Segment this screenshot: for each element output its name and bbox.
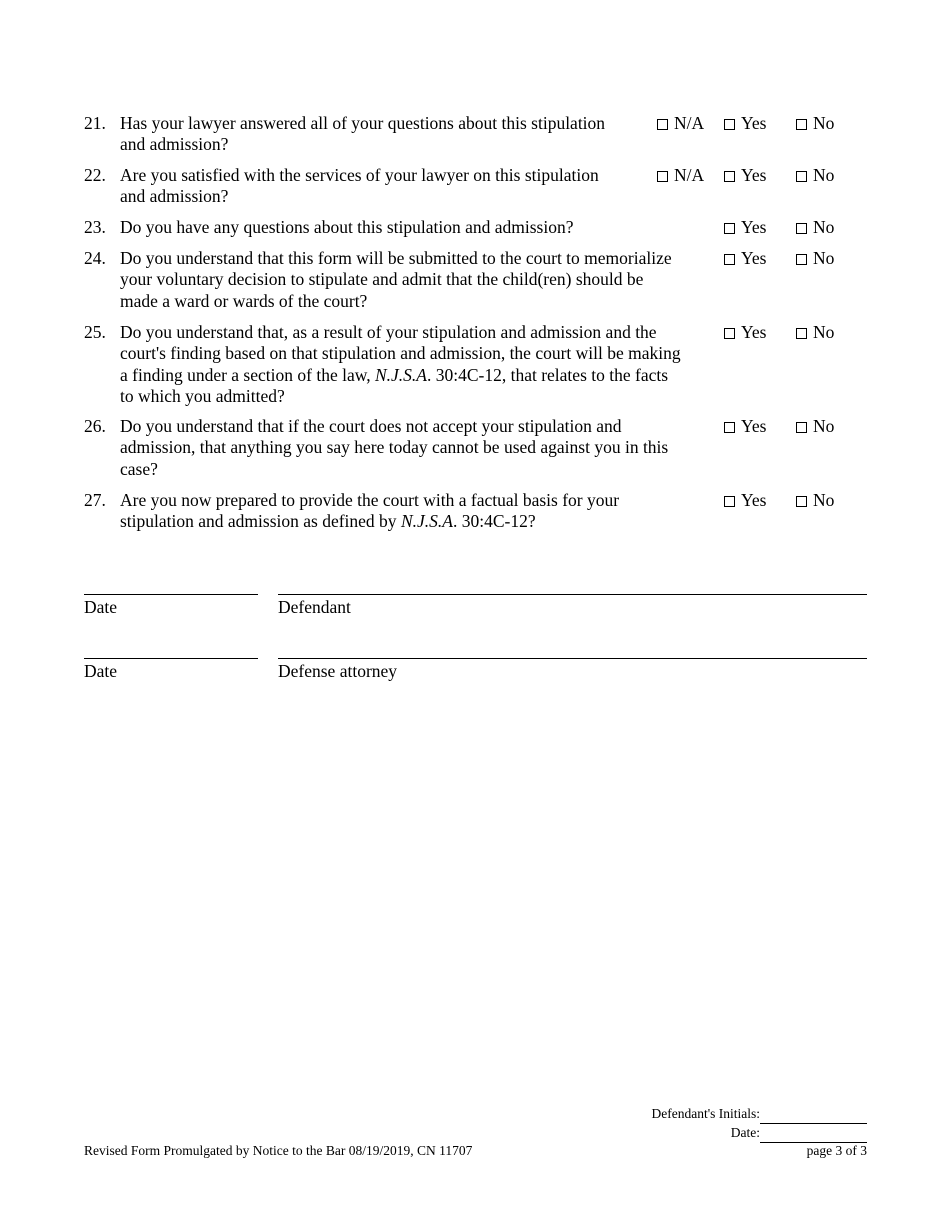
no-label: No: [813, 490, 835, 510]
yes-label: Yes: [741, 165, 767, 185]
question-number: 24.: [84, 248, 106, 268]
question-number: 26.: [84, 416, 106, 436]
question-number: 21.: [84, 113, 106, 133]
date-label: Date: [84, 661, 118, 681]
question-text-line: Do you understand that this form will be submitted to the court to memorialize: [120, 248, 672, 268]
yes-label: Yes: [741, 322, 767, 342]
defense-attorney-label: Defense attorney: [278, 661, 398, 681]
no-checkbox-option[interactable]: [796, 248, 834, 269]
checkbox-icon[interactable]: [796, 254, 807, 265]
checkbox-icon[interactable]: [796, 328, 807, 339]
question-text-line: Do you understand that if the court does not accept your stipulation and: [120, 416, 622, 436]
question-text-line: and admission?: [120, 186, 229, 207]
checkbox-icon[interactable]: [657, 171, 668, 182]
question-number: 23.: [84, 217, 106, 237]
question-text: [120, 490, 619, 533]
question-text: [120, 248, 672, 312]
date-label: Date: [84, 597, 118, 617]
question-number: 22.: [84, 165, 106, 185]
yes-checkbox-option[interactable]: [724, 217, 766, 238]
defendant-signature-line[interactable]: [278, 594, 867, 595]
yes-checkbox-option[interactable]: [724, 248, 766, 269]
question-text-line: and admission?: [120, 134, 229, 155]
no-checkbox-option[interactable]: [796, 217, 834, 238]
statute-citation: N.J.S.A: [400, 511, 453, 532]
question-number: 25.: [84, 322, 106, 342]
question-text: [120, 165, 599, 208]
question-text-line: court's finding based on that stipulation and admission, the court will be making: [120, 343, 681, 364]
yes-checkbox-option[interactable]: [724, 113, 766, 134]
question-text: [120, 217, 574, 238]
yes-label: Yes: [741, 217, 767, 237]
yes-label: Yes: [741, 248, 767, 268]
na-checkbox-option[interactable]: [657, 165, 704, 186]
na-checkbox-option[interactable]: [657, 113, 704, 134]
yes-label: Yes: [741, 490, 767, 510]
yes-checkbox-option[interactable]: [724, 322, 766, 343]
question-text-line: Do you understand that, as a result of your stipulation and admission and the: [120, 322, 657, 342]
no-checkbox-option[interactable]: [796, 113, 834, 134]
checkbox-icon[interactable]: [724, 171, 735, 182]
question-text-line: Are you now prepared to provide the court with a factual basis for your: [120, 490, 620, 510]
defendant-label: Defendant: [278, 597, 351, 617]
question-number: 27.: [84, 490, 106, 510]
checkbox-icon[interactable]: [796, 171, 807, 182]
question-text-line: your voluntary decision to stipulate and admit that the child(ren) should be: [120, 269, 644, 290]
checkbox-icon[interactable]: [724, 254, 735, 265]
no-checkbox-option[interactable]: [796, 490, 834, 511]
page-number: page 3 of 3: [806, 1143, 867, 1158]
question-text-line: stipulation and admission as defined by: [120, 511, 401, 532]
question-text: [120, 322, 681, 407]
yes-checkbox-option[interactable]: [724, 165, 766, 186]
initials-line[interactable]: [760, 1123, 867, 1124]
no-label: No: [813, 322, 835, 342]
date-signature-line[interactable]: [84, 658, 258, 659]
statute-citation: N.J.S.A: [374, 364, 427, 385]
no-checkbox-option[interactable]: [796, 322, 834, 343]
question-text-line: made a ward or wards of the court?: [120, 290, 368, 311]
yes-checkbox-option[interactable]: [724, 490, 766, 511]
question-text: [120, 416, 668, 480]
checkbox-icon[interactable]: [724, 496, 735, 507]
checkbox-icon[interactable]: [724, 119, 735, 130]
no-label: No: [813, 165, 835, 185]
question-text-line: to which you admitted?: [120, 385, 285, 406]
no-label: No: [813, 416, 835, 436]
checkbox-icon[interactable]: [796, 496, 807, 507]
checkbox-icon[interactable]: [796, 119, 807, 130]
question-text-line: a finding under a section of the law,: [120, 364, 375, 385]
revised-form-notice: Revised Form Promulgated by Notice to the Bar 08/19/2019, CN 11707: [84, 1143, 473, 1158]
yes-label: Yes: [741, 416, 767, 436]
checkbox-icon[interactable]: [724, 223, 735, 234]
date-signature-line[interactable]: [84, 594, 258, 595]
no-checkbox-option[interactable]: [796, 416, 834, 437]
question-text-line: admission, that anything you say here today cannot be used against you in this: [120, 437, 669, 458]
na-label: N/A: [674, 113, 705, 133]
question-text-line: Do you have any questions about this stipulation and admission?: [120, 217, 574, 237]
checkbox-icon[interactable]: [724, 328, 735, 339]
question-text-line: . 30:4C-12?: [452, 511, 536, 532]
yes-label: Yes: [741, 113, 767, 133]
question-text-line: . 30:4C-12, that relates to the facts: [426, 364, 669, 385]
yes-checkbox-option[interactable]: [724, 416, 766, 437]
checkbox-icon[interactable]: [724, 422, 735, 433]
footer-date-label: Date:: [730, 1125, 760, 1140]
checkbox-icon[interactable]: [796, 422, 807, 433]
na-label: N/A: [674, 165, 705, 185]
defense-attorney-signature-line[interactable]: [278, 658, 867, 659]
checkbox-icon[interactable]: [657, 119, 668, 130]
no-label: No: [813, 248, 835, 268]
no-label: No: [813, 217, 835, 237]
no-label: No: [813, 113, 835, 133]
no-checkbox-option[interactable]: [796, 165, 834, 186]
initials-label: Defendant's Initials:: [651, 1106, 760, 1121]
question-text-line: Has your lawyer answered all of your questions about this stipulation: [120, 113, 606, 133]
question-text: [120, 113, 605, 156]
checkbox-icon[interactable]: [796, 223, 807, 234]
question-text-line: case?: [120, 458, 158, 479]
question-text-line: Are you satisfied with the services of your lawyer on this stipulation: [120, 165, 599, 185]
